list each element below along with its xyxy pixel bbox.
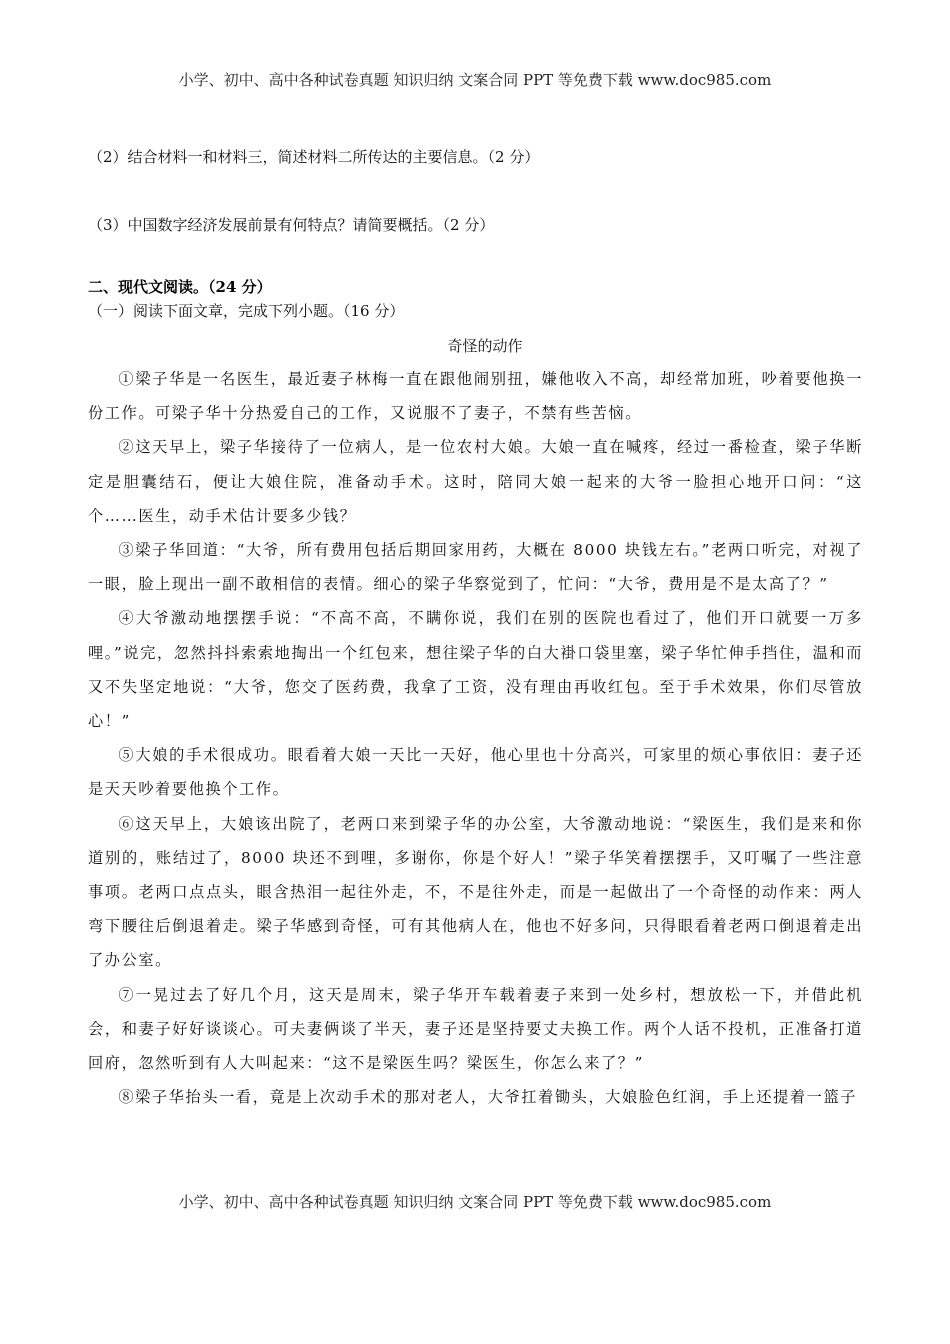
article-paragraph-1: ①梁子华是一名医生，最近妻子林梅一直在跟他闹别扭，嫌他收入不高，却经常加班，吵着要他换一份工作。可梁子华十分热爱自己的工作，又说服不了妻子，不禁有些苦恼。 bbox=[88, 370, 863, 423]
article-paragraph-4: ④大爷激动地摆摆手说：“不高不高，不瞒你说，我们在别的医院也看过了，他们开口就要一万多哩。”说完，忽然抖抖索索地掏出一个红包来，想往梁子华的白大褂口袋里塞，梁子华忙伸手挡住，温和而又不失坚定地说：“大爷，您交了医药费，我拿了工资，没有理由再收红包。至于手术效果，你们尽管放心！” bbox=[88, 609, 863, 731]
article-paragraph-8: ⑧梁子华抬头一看，竟是上次动手术的那对老人，大爷扛着锄头，大娘脸色红润，手上还提着一篮子 bbox=[118, 1088, 858, 1107]
page-footer: 小学、初中、高中各种试卷真题 知识归纳 文案合同 PPT 等免费下载 www.doc985.com bbox=[178, 1193, 772, 1211]
article-title: 奇怪的动作 bbox=[447, 337, 523, 355]
article-paragraph-3: ③梁子华回道：“大爷，所有费用包括后期回家用药，大概在 8000 块钱左右。”老两口听完，对视了一眼，脸上现出一副不敢相信的表情。细心的梁子华察觉到了，忙问：“大爷，费用是不是太高了？” bbox=[88, 541, 863, 594]
section-title: 二、现代文阅读。（24 分） bbox=[88, 278, 272, 296]
article-paragraph-5: ⑤大娘的手术很成功。眼看着大娘一天比一天好，他心里也十分高兴，可家里的烦心事依旧：妻子还是天天吵着要他换个工作。 bbox=[88, 746, 863, 799]
subsection-instruction: （一）阅读下面文章，完成下列小题。（16 分） bbox=[88, 302, 405, 320]
article-body bbox=[88, 362, 863, 1114]
page-header: 小学、初中、高中各种试卷真题 知识归纳 文案合同 PPT 等免费下载 www.doc985.com bbox=[178, 71, 772, 89]
article-paragraph-7: ⑦一晃过去了好几个月，这天是周末，梁子华开车载着妻子来到一处乡村，想放松一下，并借此机会，和妻子好好谈谈心。可夫妻俩谈了半天，妻子还是坚持要丈夫换工作。两个人话不投机，正准备打道回府，忽然听到有人大叫起来：“这不是梁医生吗？梁医生，你怎么来了？” bbox=[88, 985, 863, 1073]
question-3: （3）中国数字经济发展前景有何特点？请简要概括。（2 分） bbox=[88, 216, 495, 234]
article-paragraph-6: ⑥这天早上，大娘该出院了，老两口来到梁子华的办公室，大爷激动地说：“梁医生，我们是来和你道别的，账结过了，8000 块还不到哩，多谢你，你是个好人！”梁子华笑着摆摆手，又叮嘱了一些注意事项。老两口点点头，眼含热泪一起往外走，不，不是往外走，而是一起做出了一个奇怪的动作来：两人弯下腰往后倒退着走。梁子华感到奇怪，可有其他病人在，他也不好多问，只得眼看着老两口倒退着走出了办公室。 bbox=[88, 814, 863, 970]
article-paragraph-2: ②这天早上，梁子华接待了一位病人，是一位农村大娘。大娘一直在喊疼，经过一番检查，梁子华断定是胆囊结石，便让大娘住院，准备动手术。这时，陪同大娘一起来的大爷一脸担心地开口问：“这个……医生，动手术估计要多少钱？ bbox=[88, 438, 863, 525]
question-2: （2）结合材料一和材料三，简述材料二所传达的主要信息。（2 分） bbox=[88, 148, 540, 166]
